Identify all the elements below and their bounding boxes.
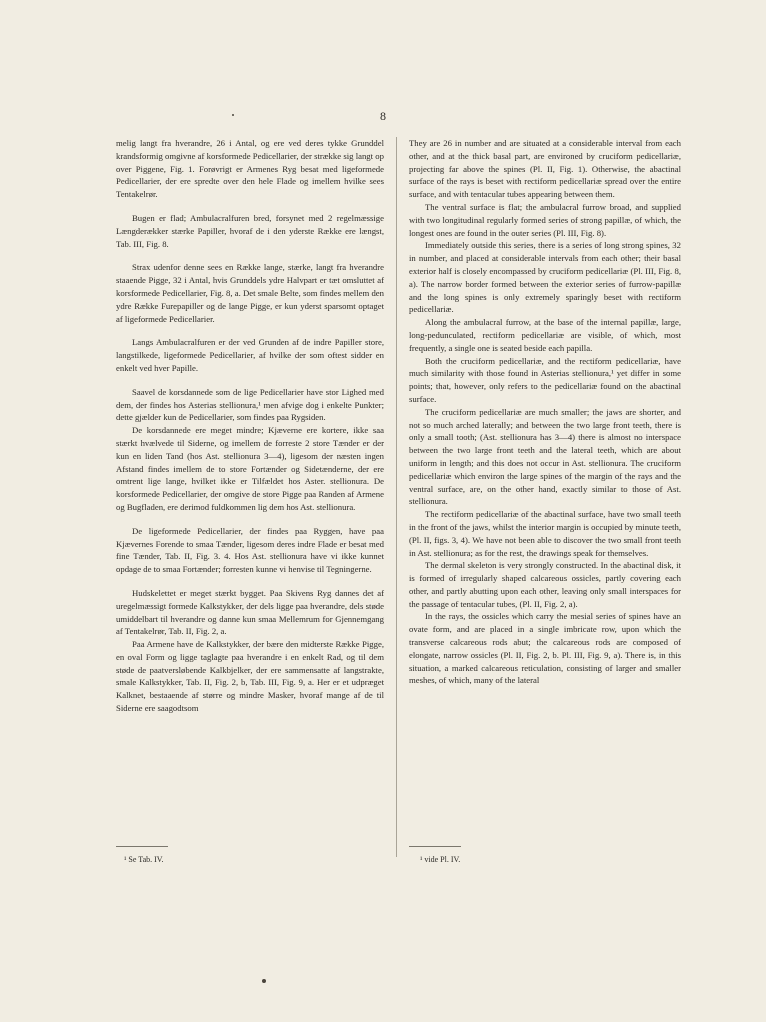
paragraph: They are 26 in number and are situated at a considerable interval from each other, and at the thick basal part, are environed by cruciform pedicellariæ, projecting far above the spines (Pl. II, Fig. 1). Otherwise, the abactinal surface of the rays is beset with rectiform pedicellariæ spread over the entire surface, and with tentacular tubes appearing between them.	[409, 138, 681, 200]
paragraph: Paa Armene have de Kalkstykker, der bære den midterste Række Pigge, en oval Form og ligge taglagte paa hverandre i en enkelt Rad, og til dem støde de paatversløbende Kalkbjelker, der ere sammensatte af langstrakte, smale Kalkstykker, Tab. II, Fig. 2, b, Tab. III, Fig. 9, a. Her er et udpræget Kalknet, bestaaende af større og mindre Masker, hvoraf mange af de til Siderne ere saagodtsom	[116, 639, 384, 714]
paragraph: The dermal skeleton is very strongly constructed. In the abactinal disk, it is formed of irregularly shaped calcareous ossicles, partly covering each other, and partly abutting upon each other, leaving only small interspaces for the passage of tentacular tubes, (Pl. II, Fig. 2, a).	[409, 560, 681, 609]
paragraph: Immediately outside this series, there is a series of long strong spines, 32 in number, and placed at considerable intervals from each other; their basal exterior half is closely encompassed by cruciform pedicellariæ (Pl. III, Fig. 8, a). The narrow border formed between the exterior series of furrow-papillæ and the long spines is only extremely sparingly beset with rectiform pedicellariæ.	[409, 240, 681, 315]
paragraph: Strax udenfor denne sees en Række lange, stærke, langt fra hverandre staaende Pigge, 32 i Antal, hvis Grunddels ydre Halvpart er tæt omsluttet af korsformede Pedicellarier, Fig. 8, a. Det smale Belte, som findes mellem den ydre Række Furepapiller og de lange Pigge, er kun yderst sparsomt optaget af ligeformede Pedicellarier.	[116, 262, 384, 324]
paragraph: Both the cruciform pedicellariæ, and the rectiform pedicellariæ, have much similarity with those found in Asterias stellionura,¹ yet differ in some points; that, however, only refers to the pedicellariæ found on the abactinal surface.	[409, 355, 681, 404]
paragraph: In the rays, the ossicles which carry the mesial series of spines have an ovate form, and are placed in a single imbricate row, upon which the transverse calcareous rods abut; the calcareous rods are composed of elongate, narrow ossicles (Pl. II, Fig. 2, b. Pl. III, Fig. 9, a). There is, in this situation, a marked calcareous reticulation, consisting of larger and smaller meshes, of which, many of the lateral	[409, 611, 681, 686]
paper-speck	[262, 979, 266, 983]
paragraph: The rectiform pedicellariæ of the abactinal surface, have two small teeth in the front of the jaws, whilst the interior margin is occupied by minute teeth, (Pl. II, figs. 3, 4). We have not been able to discover the two small front teeth in Ast. stellionura; as for the rest, the drawings speak for themselves.	[409, 509, 681, 558]
footnote-rule-left	[116, 846, 168, 847]
page-number: 8	[380, 109, 386, 123]
column-divider	[396, 137, 397, 857]
paper-speck	[232, 114, 234, 116]
footnote-rule-right	[409, 846, 461, 847]
footnote-left: ¹ Se Tab. IV.	[124, 855, 164, 864]
paragraph: Bugen er flad; Ambulacralfuren bred, forsynet med 2 regelmæssige Længderækker stærke Papiller, hvoraf de i den yderste Række ere længst, Tab. III, Fig. 8.	[116, 212, 384, 249]
footnote-right: ¹ vide Pl. IV.	[420, 855, 461, 864]
paragraph: melig langt fra hverandre, 26 i Antal, og ere ved deres tykke Grunddel krandsformig omgivne af korsformede Pedicellarier, der strække sig langt op over Piggene, Fig. 1. Forøvrigt er Armenes Ryg besat med ligeformede Pedicellarier, der ere spredte over den hele Flade og imellem hvilke sees Tentakelrør.	[116, 138, 384, 200]
paragraph: De korsdannede ere meget mindre; Kjæverne ere kortere, ikke saa stærkt hvælvede til Siderne, og imellem de forreste 2 store Tænder er der kun en liden Tand (hos Ast. stellionura 3—4), ligesom der næsten ingen Afstand findes imellem de to store Fortænder og Sidetænderne, der ere omtrent lige lange, hvilket ikke er Tilfældet hos Aster. stellionura. De korsformede Pedicellarier, der omgive de store Pigge paa Randen af Armene og Bugfladen, ere derimod fuldkommen lig dem hos Ast. stellionura.	[116, 425, 384, 512]
paragraph: The cruciform pedicellariæ are much smaller; the jaws are shorter, and not so much arched laterally; and between the two large front teeth, there is only a small tooth; (Ast. stellionura has 3—4) there is almost no interspace between the two large front teeth and the lateral teeth, which are about uniform in length; and this does not occur in Ast. stellionura. The cruciform pedicellariæ which environ the large spines of the margin of the rays and the ventral surface, are, on the other hand, exactly similar to those of Ast. stellionura.	[409, 406, 681, 507]
paragraph: The ventral surface is flat; the ambulacral furrow broad, and supplied with two longitudinal regularly formed series of strong papillæ, of which, the longest ones are found in the outer series (Pl. III, Fig. 8).	[409, 201, 681, 238]
paragraph: Along the ambulacral furrow, at the base of the internal papillæ, large, long-pedunculated, rectiform pedicellariæ are visible, of which, most frequently, a single one is seated beside each papilla.	[409, 317, 681, 353]
paragraph: Langs Ambulacralfuren er der ved Grunden af de indre Papiller store, langstilkede, ligeformede Pedicellarier, af hvilke der som oftest sidder en enkelt ved hver Papille.	[116, 337, 384, 373]
english-text-column	[409, 137, 681, 687]
paragraph: De ligeformede Pedicellarier, der findes paa Ryggen, have paa Kjævernes Forende to smaa Tænder, ligesom deres indre Flade er besat med fine Tænder, Tab. II, Fig. 3. 4. Hos Ast. stellionura have vi ikke kunnet opdage de to smaa Fortænder; forresten kunne vi henvise til Tegningerne.	[116, 525, 384, 575]
paragraph: Saavel de korsdannede som de lige Pedicellarier have stor Lighed med dem, der findes hos Asterias stellionura,¹ men afvige dog i enkelte Punkter; dette gjælder kun de Pedicellarier, som findes paa Rygsiden.	[116, 386, 384, 423]
danish-text-column	[116, 137, 384, 715]
paragraph: Hudskelettet er meget stærkt bygget. Paa Skivens Ryg dannes det af uregelmæssigt formede Kalkstykker, der dels ligge paa hverandre, dels støde umiddelbart til hverandre og danne kun smaa Mellemrum for Gjennemgang af Tentakelrør, Tab. II, Fig. 2, a.	[116, 587, 384, 637]
